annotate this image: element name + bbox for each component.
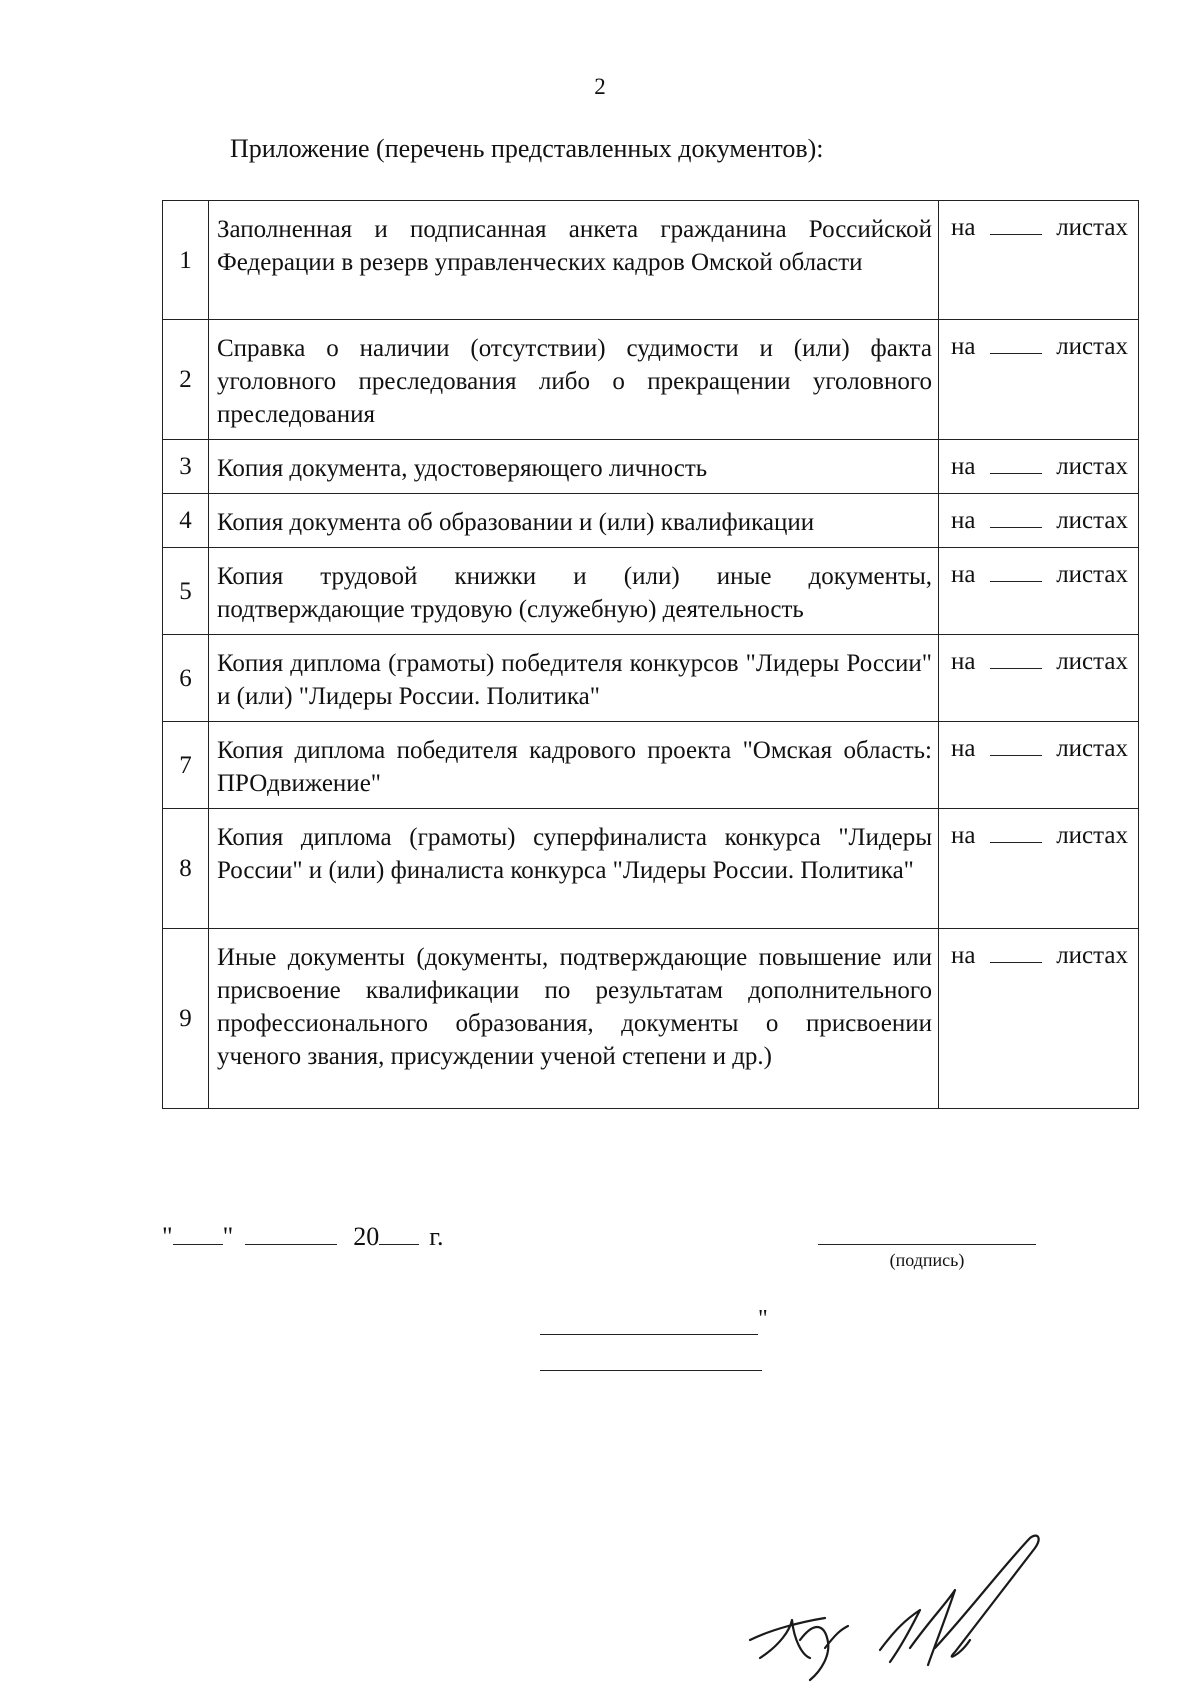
row-number: 7 xyxy=(163,722,209,809)
table-row xyxy=(163,548,1139,635)
sheets-count-blank[interactable] xyxy=(990,333,1042,354)
table-row xyxy=(163,201,1139,320)
sheets-count-blank[interactable] xyxy=(990,648,1042,669)
sheets-suffix: листах xyxy=(1056,214,1128,241)
sheets-prefix: на xyxy=(951,735,976,762)
appendix-heading: Приложение (перечень представленных документов): xyxy=(230,134,824,163)
row-number: 2 xyxy=(163,320,209,440)
document-description: Копия документа об образовании и (или) квалификации xyxy=(209,494,939,548)
table-row xyxy=(163,320,1139,440)
table-row xyxy=(163,440,1139,494)
sheets-suffix: листах xyxy=(1056,648,1128,675)
sheets-prefix: на xyxy=(951,561,976,588)
sheets-count-cell xyxy=(939,201,1139,320)
row-number: 8 xyxy=(163,809,209,929)
table-row xyxy=(163,635,1139,722)
date-quote-close: " xyxy=(222,1222,234,1251)
month-blank[interactable] xyxy=(245,1222,337,1245)
row-number: 5 xyxy=(163,548,209,635)
sheets-prefix: на xyxy=(951,822,976,849)
signature-caption: (подпись) xyxy=(889,1250,965,1270)
sheets-count-cell xyxy=(939,809,1139,929)
sheets-count-cell xyxy=(939,320,1139,440)
document-description: Копия диплома (грамоты) победителя конкурсов "Лидеры России" и (или) "Лидеры России. Политика" xyxy=(209,635,939,722)
document-description: Копия диплома победителя кадрового проекта "Омская область: ПРОдвижение" xyxy=(209,722,939,809)
closing-quote: " xyxy=(758,1306,768,1332)
sheets-suffix: листах xyxy=(1056,333,1128,360)
sheets-count-blank[interactable] xyxy=(990,561,1042,582)
row-number: 6 xyxy=(163,635,209,722)
document-description: Копия трудовой книжки и (или) иные документы, подтверждающие трудовую (служебную) деятельность xyxy=(209,548,939,635)
table-row xyxy=(163,722,1139,809)
document-description: Копия документа, удостоверяющего личность xyxy=(209,440,939,494)
blank-line-1[interactable] xyxy=(540,1334,758,1335)
sheets-prefix: на xyxy=(951,333,976,360)
sheets-suffix: листах xyxy=(1056,822,1128,849)
year-suffix: г. xyxy=(429,1222,444,1251)
blank-line-2[interactable] xyxy=(540,1370,762,1371)
sheets-count-blank[interactable] xyxy=(990,507,1042,528)
table-row xyxy=(163,809,1139,929)
page-number: 2 xyxy=(594,74,606,99)
document-description: Справка о наличии (отсутствии) судимости и (или) факта уголовного преследования либо о прекращении уголовного преследования xyxy=(209,320,939,440)
year-prefix: 20 xyxy=(353,1222,380,1251)
sheets-suffix: листах xyxy=(1056,561,1128,588)
sheets-count-blank[interactable] xyxy=(990,942,1042,963)
sheets-prefix: на xyxy=(951,214,976,241)
document-description: Заполненная и подписанная анкета гражданина Российской Федерации в резерв управленческих кадров Омской области xyxy=(209,201,939,320)
sheets-prefix: на xyxy=(951,648,976,675)
document-description: Иные документы (документы, подтверждающие повышение или присвоение квалификации по результатам дополнительного профессионального образования, документы о присвоении ученого звания, присуждении ученой степени и др.) xyxy=(209,929,939,1109)
sheets-suffix: листах xyxy=(1056,735,1128,762)
year-blank[interactable] xyxy=(379,1222,419,1245)
sheets-prefix: на xyxy=(951,942,976,969)
sheets-suffix: листах xyxy=(1056,942,1128,969)
date-quote-open: " xyxy=(162,1222,173,1251)
date-line xyxy=(162,1222,443,1252)
sheets-suffix: листах xyxy=(1056,507,1128,534)
row-number: 1 xyxy=(163,201,209,320)
document-description: Копия диплома (грамоты) суперфиналиста конкурса "Лидеры России" и (или) финалиста конкурса "Лидеры России. Политика" xyxy=(209,809,939,929)
sheets-count-cell xyxy=(939,494,1139,548)
sheets-count-blank[interactable] xyxy=(990,453,1042,474)
sheets-count-blank[interactable] xyxy=(990,822,1042,843)
sheets-prefix: на xyxy=(951,453,976,480)
sheets-count-cell xyxy=(939,635,1139,722)
handwritten-signature xyxy=(730,1530,1090,1690)
row-number: 4 xyxy=(163,494,209,548)
sheets-count-blank[interactable] xyxy=(990,214,1042,235)
sheets-count-cell xyxy=(939,440,1139,494)
row-number: 9 xyxy=(163,929,209,1109)
day-blank[interactable] xyxy=(173,1222,223,1245)
sheets-count-cell xyxy=(939,722,1139,809)
documents-table xyxy=(162,200,1139,1109)
sheets-count-cell xyxy=(939,548,1139,635)
row-number: 3 xyxy=(163,440,209,494)
sheets-suffix: листах xyxy=(1056,453,1128,480)
sheets-prefix: на xyxy=(951,507,976,534)
table-row xyxy=(163,929,1139,1109)
sheets-count-cell xyxy=(939,929,1139,1109)
sheets-count-blank[interactable] xyxy=(990,735,1042,756)
signature-line[interactable] xyxy=(818,1244,1036,1245)
table-row xyxy=(163,494,1139,548)
